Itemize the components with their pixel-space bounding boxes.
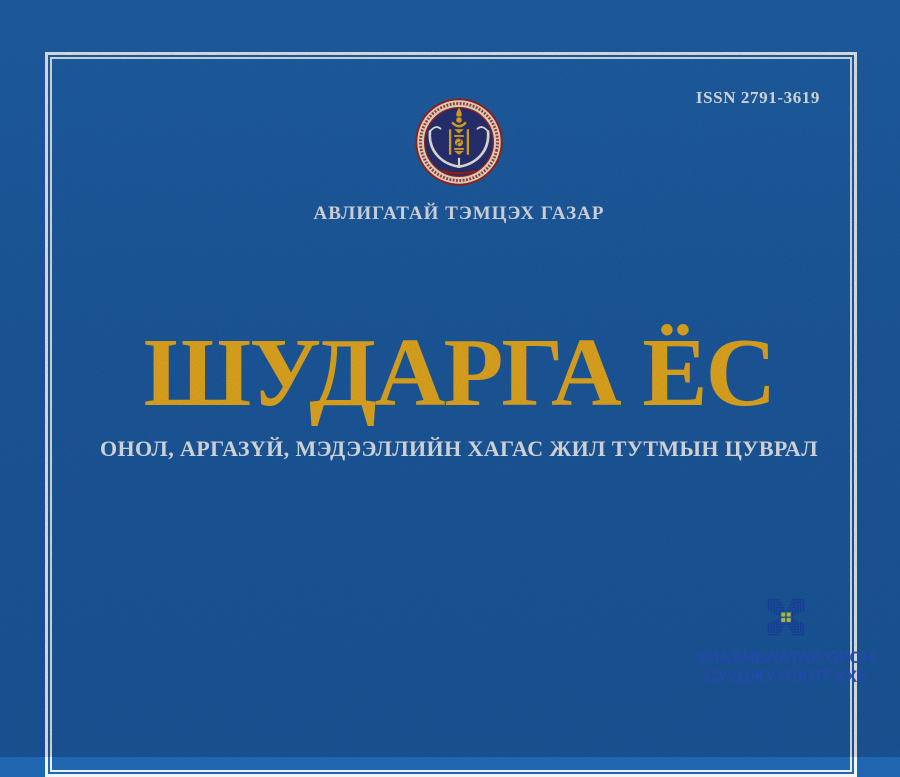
publisher-name: АВЛИГАТАЙ ТЭМЦЭХ ГАЗАР: [313, 203, 605, 224]
issn-number: ISSN 2791-3619: [695, 88, 820, 107]
journal-title: ШУДАРГА ЁС: [143, 319, 775, 427]
watermark-line-1: УЛААНБААТАР ОРОН: [697, 648, 875, 667]
watermark-line-2: СУУЦЖУУЛАЛТ ХХК: [705, 667, 867, 687]
publisher-watermark: [655, 592, 900, 686]
journal-subtitle: ОНОЛ, АРГАЗҮЙ, МЭДЭЭЛЛИЙН ХАГАС ЖИЛ ТУТМЫН ЦУВРАЛ: [99, 436, 819, 461]
anti-corruption-agency-emblem-icon: [18, 96, 900, 188]
woven-x-publisher-logo-icon: [758, 592, 814, 646]
